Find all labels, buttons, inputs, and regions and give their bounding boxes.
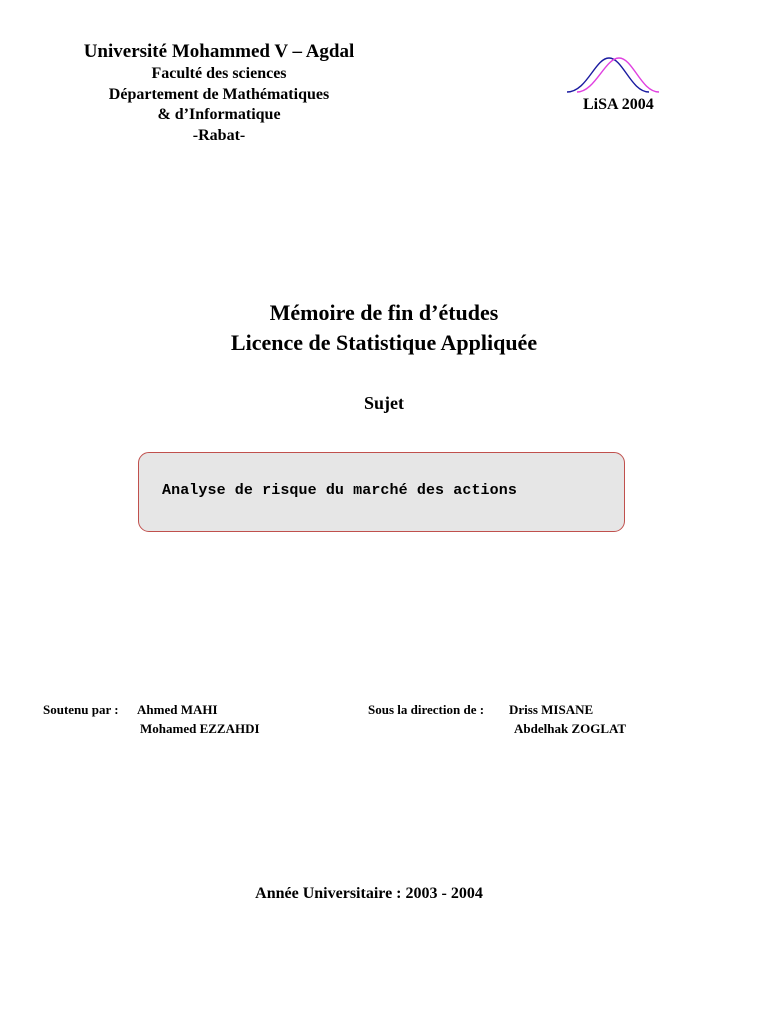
author-name-2: Mohamed EZZAHDI: [140, 721, 260, 736]
subject-box: [138, 452, 625, 532]
city-name: -Rabat-: [192, 126, 246, 144]
subject-text: Analyse de risque du marché des actions: [162, 482, 517, 499]
authors-label: Soutenu par :: [43, 702, 122, 717]
department-line-1: Département de Mathématiques: [108, 85, 330, 103]
thesis-title: [0, 298, 768, 358]
supervisor-name-1: Driss MISANE: [509, 702, 594, 717]
logo-label: LiSA 2004: [583, 96, 654, 113]
supervisor-name-2: Abdelhak ZOGLAT: [514, 721, 627, 736]
subject-heading: Sujet: [364, 393, 404, 413]
faculty-name: Faculté des sciences: [151, 65, 287, 82]
university-header: [60, 40, 378, 146]
university-name: Université Mohammed V – Agdal: [83, 41, 355, 62]
department-line-2: & d’Informatique: [157, 106, 281, 123]
title-line-2: Licence de Statistique Appliquée: [230, 330, 538, 355]
supervisors-label: Sous la direction de :: [368, 702, 488, 717]
academic-year: Année Universitaire : 2003 - 2004: [255, 885, 483, 902]
title-line-1: Mémoire de fin d’études: [269, 300, 499, 325]
lisa-bell-curves-logo: [565, 56, 661, 96]
author-name-1: Ahmed MAHI: [137, 702, 218, 717]
